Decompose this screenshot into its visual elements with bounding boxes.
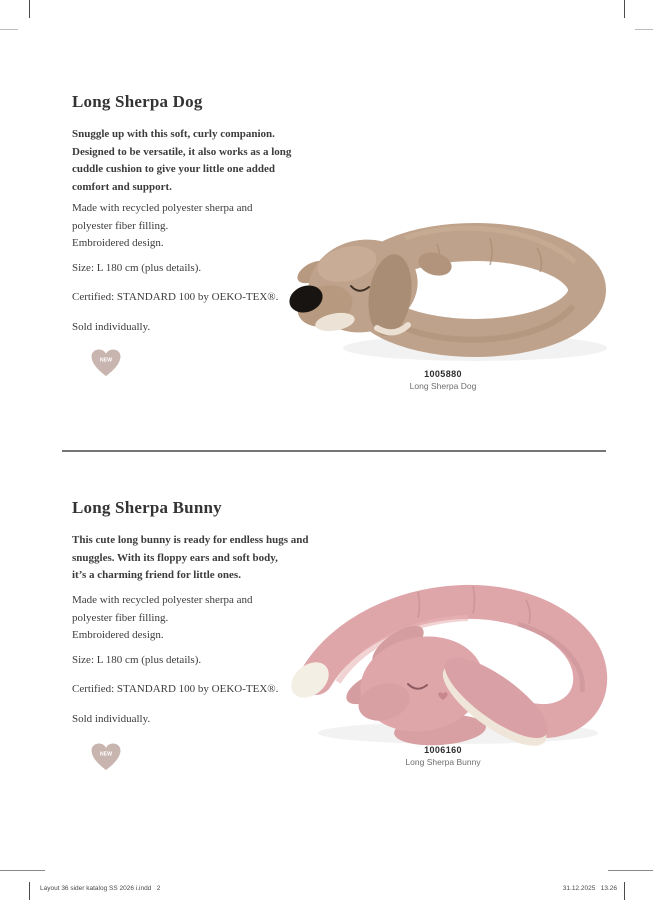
product-title-bunny: Long Sherpa Bunny	[72, 498, 222, 517]
product-material-dog: Made with recycled polyester sherpa and polyester fiber filling. Embroidered design.	[72, 202, 253, 249]
product-title-dog: Long Sherpa Dog	[72, 92, 203, 111]
section-divider	[62, 450, 606, 452]
product-sku-dog	[343, 369, 543, 391]
footer-filename: Layout 36 sider katalog SS 2026 i.indd 2	[40, 885, 161, 892]
crop-mark	[0, 29, 18, 30]
product-photo-long-sherpa-bunny	[268, 570, 620, 753]
crop-mark	[0, 870, 45, 871]
crop-mark	[624, 882, 625, 900]
long-sherpa-dog-image	[285, 198, 615, 368]
sku-name: Long Sherpa Dog	[409, 381, 477, 391]
new-badge-label: NEW	[99, 751, 113, 758]
product-photo-long-sherpa-dog	[285, 198, 615, 373]
product-sold-dog: Sold individually.	[72, 321, 151, 333]
new-badge-bunny	[91, 743, 121, 776]
heart-icon	[91, 743, 121, 771]
sku-number: 1006160	[424, 745, 462, 755]
new-badge-label: NEW	[99, 357, 113, 364]
new-badge-dog	[91, 349, 121, 382]
product-sold-bunny: Sold individually.	[72, 713, 151, 725]
crop-mark	[29, 0, 30, 18]
sku-name: Long Sherpa Bunny	[405, 757, 481, 767]
product-sku-bunny	[343, 745, 543, 767]
heart-icon	[91, 349, 121, 377]
product-description-dog: Snuggle up with this soft, curly companion. Designed to be versatile, it also works as a long cuddle cushion to give your little one added comfort and support.	[72, 128, 292, 193]
crop-mark	[608, 870, 653, 871]
crop-mark	[635, 29, 653, 30]
product-description-bunny: This cute long bunny is ready for endless hugs and snuggles. With its floppy ears and soft body, it’s a charming friend for little ones.	[72, 534, 309, 581]
product-certified-dog: Certified: STANDARD 100 by OEKO-TEX®.	[72, 291, 279, 303]
crop-mark	[29, 882, 30, 900]
product-size-bunny: Size: L 180 cm (plus details).	[72, 654, 202, 666]
product-certified-bunny: Certified: STANDARD 100 by OEKO-TEX®.	[72, 683, 279, 695]
product-material-bunny: Made with recycled polyester sherpa and polyester fiber filling. Embroidered design.	[72, 594, 253, 641]
crop-mark	[624, 0, 625, 18]
product-size-dog: Size: L 180 cm (plus details).	[72, 262, 202, 274]
sku-number: 1005880	[424, 369, 462, 379]
long-sherpa-bunny-image	[268, 570, 620, 748]
footer-timestamp: 31.12.2025 13.26	[562, 885, 617, 892]
